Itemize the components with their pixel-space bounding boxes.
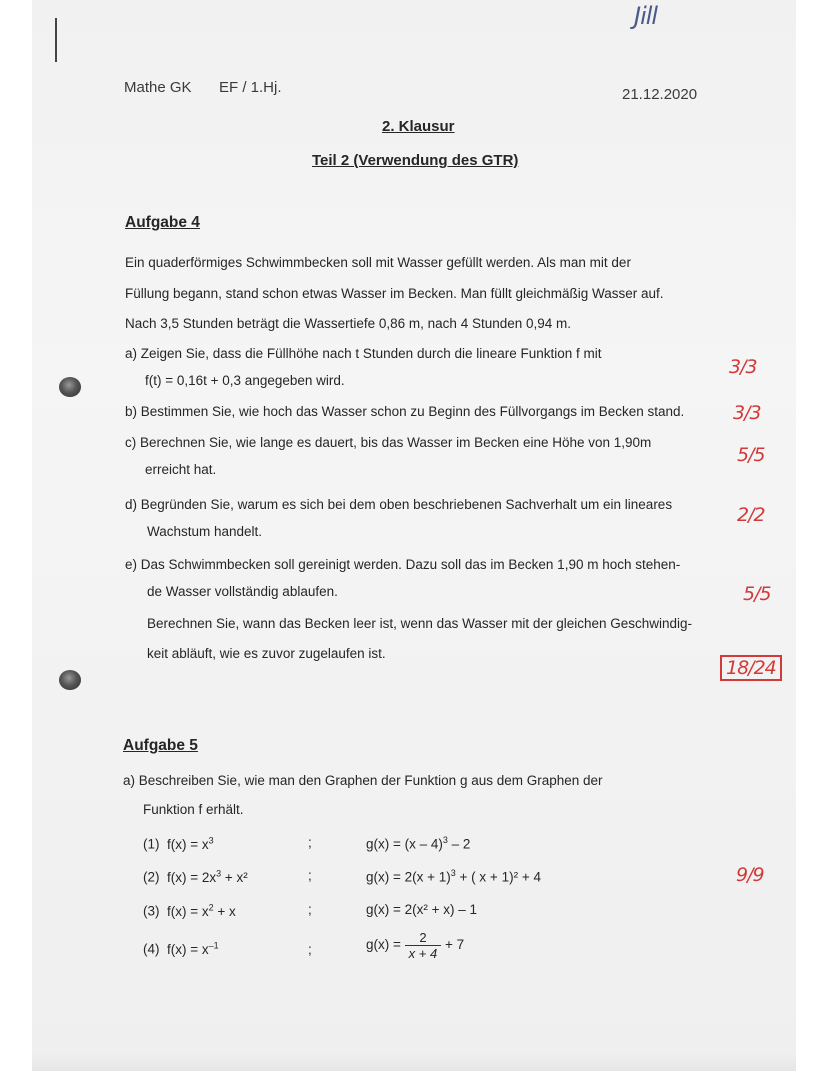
aufgabe4-heading: Aufgabe 4 [125,214,200,231]
task-b-line-1: b) Bestimmen Sie, wie hoch das Wasser schon zu Beginn des Füllvorgangs im Becken stand. [125,404,685,419]
item-4-separator: ; [308,942,312,957]
task-e-line-1: e) Das Schwimmbecken soll gereinigt werden. Dazu soll das im Becken 1,90 m hoch stehen- [125,557,681,572]
aufgabe4-intro-1: Ein quaderförmiges Schwimmbecken soll mit Wasser gefüllt werden. Als man mit der [125,255,631,270]
exam-subtitle: Teil 2 (Verwendung des GTR) [312,152,519,169]
task-e-line-2: de Wasser vollständig ablaufen. [147,584,338,599]
task-e-line-4: keit abläuft, wie es zuvor zugelaufen ist. [147,646,386,661]
punch-hole-top [59,377,81,397]
item-4-f: $f(x) = x^{-1}$ [167,940,219,957]
item-4-number: (4) [143,941,160,957]
task-c-line-1: c) Berechnen Sie, wie lange es dauert, bis das Wasser im Becken eine Höhe von 1,90m [125,435,652,450]
item-1-number: (1) [143,836,160,852]
item-2-number: (2) [143,869,160,885]
aufgabe5-a-line-2: Funktion f erhält. [143,802,244,817]
item-1-g: g(x) = (x – 4)$^3$ – 2 [366,835,471,852]
item-4 [143,940,219,957]
item-4-fraction: $\frac{2}{x + 4}$ [405,930,442,961]
score-b: 3/3 [733,402,761,424]
task-d-line-1: d) Begründen Sie, warum es sich bei dem oben beschriebenen Sachverhalt um ein lineares [125,497,673,512]
aufgabe4-intro-2: Füllung begann, stand schon etwas Wasser im Becken. Man füllt gleichmäßig Wasser auf. [125,286,664,301]
task-a-line-1: a) Zeigen Sie, dass die Füllhöhe nach t Stunden durch die lineare Funktion f mit [125,346,602,361]
item-2-f: $f(x) = 2x^3 + x^2$ [167,868,248,885]
item-2 [143,868,248,885]
item-3 [143,902,236,919]
score-a: 3/3 [729,356,757,378]
exam-date: 21.12.2020 [622,86,698,103]
item-4-g: g(x) = $\frac{2}{x + 4}$ + 7 [366,930,465,961]
item-1 [143,835,214,852]
task-c-line-2: erreicht hat. [145,462,217,477]
punch-hole-bottom [59,670,81,690]
exam-title: 2. Klausur [382,118,455,135]
score-d: 2/2 [737,504,765,526]
margin-mark [55,18,57,62]
score-aufgabe5: 9/9 [736,864,764,886]
item-2-g: $g(x) = 2(x + 1)^3$ + ( x + 1)² + 4 [366,868,541,885]
class-label: EF / 1.Hj. [219,79,282,96]
item-2-separator: ; [308,868,312,883]
item-3-g: g(x) = 2(x² + x) – 1 [366,902,478,917]
item-3-number: (3) [143,903,160,919]
course-label: Mathe GK [124,79,192,96]
aufgabe4-intro-3: Nach 3,5 Stunden beträgt die Wassertiefe 0,86 m, nach 4 Stunden 0,94 m. [125,316,572,331]
task-d-line-2: Wachstum handelt. [147,524,263,539]
score-total-4: 18/24 [720,655,782,681]
item-1-separator: ; [308,835,312,850]
item-1-f: $f(x) = x^3$ [167,835,214,852]
student-name: Jill [634,2,658,30]
item-3-f: $f(x) = x^2 + x$ [167,902,236,919]
aufgabe5-a-line-1: a) Beschreiben Sie, wie man den Graphen der Funktion g aus dem Graphen der [123,773,603,788]
task-e-line-3: Berechnen Sie, wann das Becken leer ist, wenn das Wasser mit der gleichen Geschwindig- [147,616,693,631]
score-c: 5/5 [737,444,765,466]
score-e: 5/5 [743,583,771,605]
aufgabe5-heading: Aufgabe 5 [123,737,198,754]
task-a-line-2: f(t) = 0,16t + 0,3 angegeben wird. [145,373,345,388]
item-3-separator: ; [308,902,312,917]
